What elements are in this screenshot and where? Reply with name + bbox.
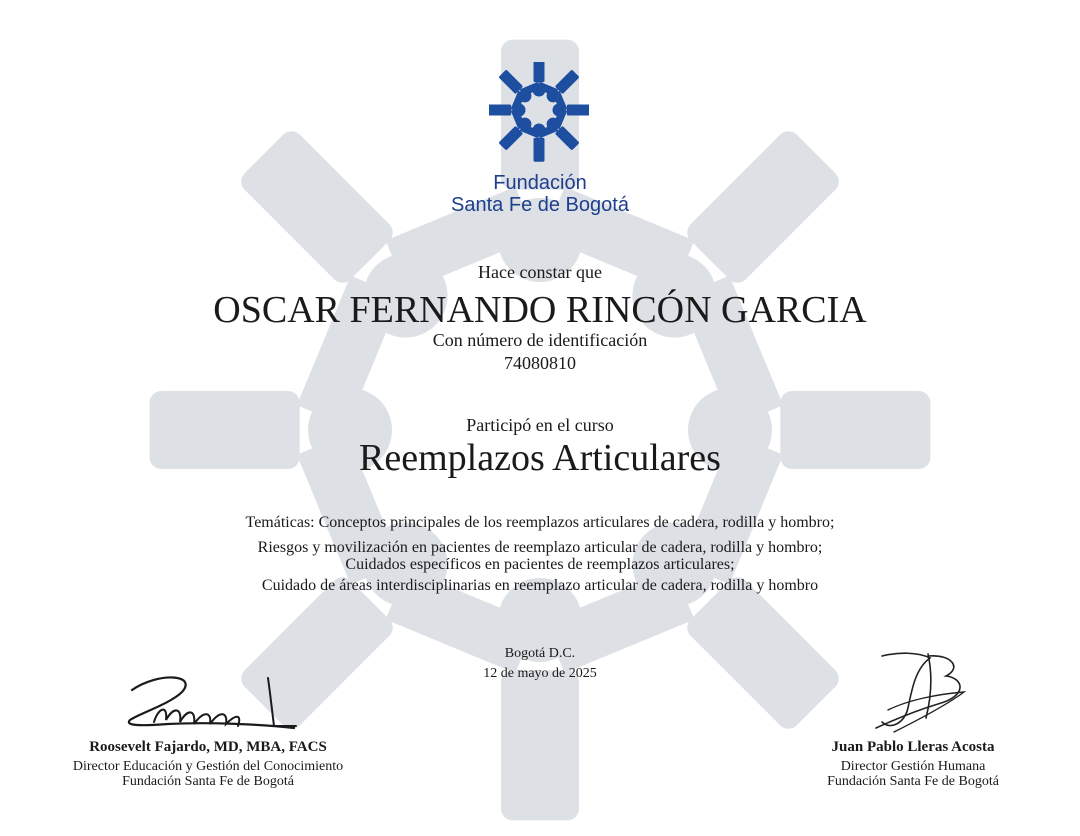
signatory-right (703, 740, 1080, 789)
signatory-name: Roosevelt Fajardo, MD, MBA, FACS (89, 739, 327, 755)
topic-line: Cuidados específicos en pacientes de reemplazos articulares; (345, 556, 735, 573)
signatory-name: Juan Pablo Lleras Acosta (831, 739, 995, 755)
figure-body (498, 69, 523, 94)
signatory-left (0, 740, 418, 789)
id-number: 74080810 (504, 353, 576, 373)
date-text: 12 de mayo de 2025 (483, 666, 597, 681)
figure-body (498, 126, 523, 151)
org-name-line2: Santa Fe de Bogotá (451, 194, 629, 216)
signatory-title: Director Educación y Gestión del Conocimiento (72, 759, 344, 774)
signatory-org: Fundación Santa Fe de Bogotá (827, 774, 999, 789)
figure-body (489, 105, 511, 116)
org-name-line1: Fundación (493, 172, 587, 194)
signatory-org: Fundación Santa Fe de Bogotá (122, 774, 294, 789)
signatory-title: Director Gestión Humana (840, 759, 986, 774)
figure-body (555, 69, 580, 94)
id-label: Con número de identificación (432, 330, 648, 350)
people-circle-logo-icon (489, 62, 589, 162)
figure-body (534, 62, 545, 82)
place-text: Bogotá D.C. (504, 646, 576, 661)
signature-right (868, 648, 978, 738)
course-intro: Participó en el curso (466, 415, 614, 435)
figure-body (534, 138, 545, 162)
topic-line: Riesgos y movilización en pacientes de reemplazo articular de cadera, rodilla y hombro; (257, 539, 823, 556)
signature-left (118, 670, 308, 734)
recipient-name: OSCAR FERNANDO RINCÓN GARCIA (213, 289, 867, 331)
figure-body (567, 105, 589, 116)
figure-body (501, 670, 579, 820)
topic-line: Temáticas: Conceptos principales de los reemplazos articulares de cadera, rodilla y hombro; (245, 514, 835, 531)
course-name: Reemplazos Articulares (359, 437, 721, 479)
intro-text: Hace constar que (478, 262, 602, 282)
figure-body (555, 126, 580, 151)
topic-line: Cuidado de áreas interdisciplinarias en reemplazo articular de cadera, rodilla y hombro (261, 577, 819, 594)
